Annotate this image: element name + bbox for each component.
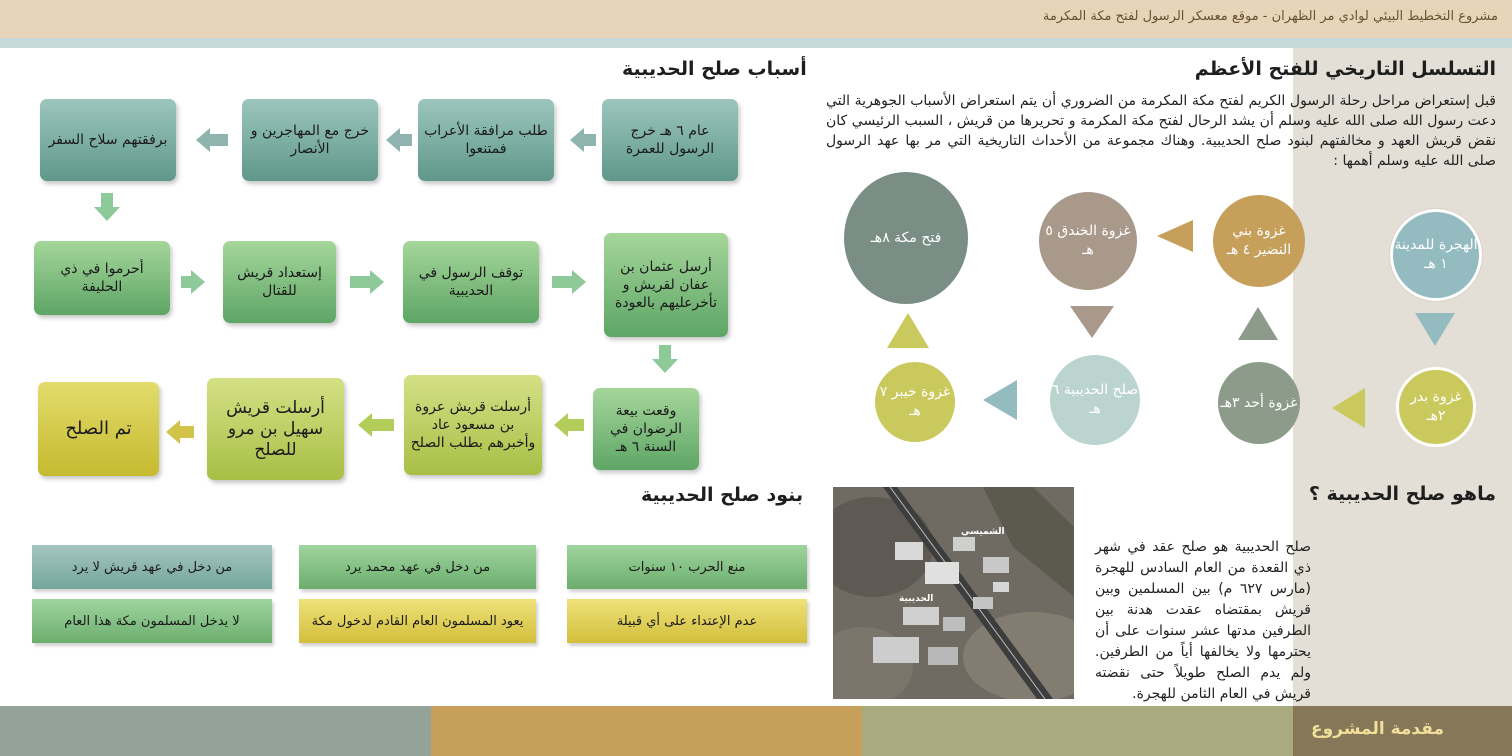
arrow-down-icon: [101, 193, 113, 207]
cause-step-12: تم الصلح: [38, 382, 159, 476]
triangle-up-icon: [887, 313, 929, 348]
event-uhud: غزوة أحد ٣هـ: [1218, 362, 1300, 444]
arrow-left-icon: [400, 134, 412, 146]
term-1: منع الحرب ١٠ سنوات: [567, 545, 807, 589]
arrow-left-icon: [568, 419, 584, 431]
causes-heading: أسباب صلح الحديبية: [622, 58, 807, 80]
cause-step-8: أرسل عثمان بن عفان لقريش و تأخرعليهم بالعودة: [604, 233, 728, 337]
cause-step-2: طلب مرافقة الأعراب فمتنعوا: [418, 99, 554, 181]
arrow-left-icon: [386, 128, 400, 152]
arrow-left-icon: [196, 128, 210, 152]
arrow-right-icon: [350, 276, 370, 288]
cause-step-9: وقعت بيعة الرضوان في السنة ٦ هـ: [593, 388, 699, 470]
event-khaybar: غزوة خيبر ٧ هـ: [875, 362, 955, 442]
photo-label-shumaisi: الشميسي: [961, 527, 1005, 537]
arrow-down-icon: [652, 359, 678, 373]
arrow-left-icon: [570, 128, 584, 152]
about-heading: ماهو صلح الحديبية ؟: [1308, 483, 1496, 505]
term-2: من دخل في عهد محمد يرد: [299, 545, 536, 589]
triangle-down-icon: [1415, 313, 1455, 346]
timeline-heading: التسلسل التاريخي للفتح الأعظم: [1194, 58, 1496, 80]
arrow-down-icon: [94, 207, 120, 221]
event-badr: غزوة بدر ٢هـ: [1396, 367, 1476, 447]
cause-step-10: أرسلت قريش عروة بن مسعود عاد وأخبرهم بطلب الصلح: [404, 375, 542, 475]
footer-segment: [0, 706, 431, 756]
cause-step-11: أرسلت قريش سهيل بن مرو للصلح: [207, 378, 344, 480]
cause-step-1: عام ٦ هـ خرج الرسول للعمرة: [602, 99, 738, 181]
arrow-right-icon: [370, 270, 384, 294]
cause-step-4: برفقتهم سلاح السفر: [40, 99, 176, 181]
arrow-right-icon: [552, 276, 572, 288]
about-text: صلح الحديبية هو صلح عقد في شهر ذي القعدة من العام السادس للهجرة (مارس ٦٢٧ م) بين المسلمين وبين قريش بمقتضاه عقدت هدنة بين الطرفين مدتها عشر سنوات على أن يحترمها ولا يخالفها أياً من الطرفين. ولم يدم الصلح طويلاً حتى نقضته قريش في العام الثامن للهجرة.: [1095, 539, 1311, 702]
arrow-right-icon: [191, 270, 205, 294]
arrow-left-icon: [180, 426, 194, 438]
arrow-left-icon: [584, 134, 596, 146]
footer-segment: [431, 706, 862, 756]
arrow-down-icon: [659, 345, 671, 359]
cause-step-5: أحرموا في ذي الحليفة: [34, 241, 170, 315]
triangle-left-icon: [1332, 388, 1365, 428]
triangle-down-icon: [1070, 306, 1114, 338]
event-hudaybiyyah: صلح الحديبية ٦ هـ: [1050, 355, 1140, 445]
triangle-up-icon: [1238, 307, 1278, 340]
cause-step-3: خرج مع المهاجرين و الأنصار: [242, 99, 378, 181]
aerial-photo-drawing: [833, 487, 1074, 699]
term-6: لا يدخل المسلمون مكة هذا العام: [32, 599, 272, 643]
photo-label-hudaybiyyah: الحديبية: [899, 594, 934, 604]
arrow-left-icon: [166, 420, 180, 444]
terms-heading: بنود صلح الحديبية: [641, 484, 804, 506]
footer-tab-label[interactable]: مقدمة المشروع: [1311, 719, 1444, 739]
arrow-left-icon: [554, 413, 568, 437]
triangle-left-icon: [1157, 220, 1193, 252]
footer-segment: [862, 706, 1293, 756]
arrow-left-icon: [372, 419, 394, 431]
arrow-left-icon: [358, 413, 372, 437]
arrow-left-icon: [210, 134, 228, 146]
cause-step-6: إستعداد قريش للقتال: [223, 241, 336, 323]
term-3: من دخل في عهد قريش لا يرد: [32, 545, 272, 589]
triangle-left-icon: [983, 380, 1017, 420]
event-hijra: الهجرة للمدينة ١ هـ: [1390, 209, 1482, 301]
timeline-intro: قبل إستعراض مراحل رحلة الرسول الكريم لفتح مكة المكرمة من الضروري أن يتم استعراض الأسباب الجوهرية التي دعت رسول الله صلى الله عليه وسلم أن يشد الرحال لفتح مكة المكرمة و تحريرها من قريش ، السبب الرئيسي كان نقض قريش العهد و مخالفتهم لبنود صلح الحديبية. وهناك مجموعة من الأحداث التاريخية التي مر بها عهد الرسول صلى الله عليه وسلم أهمها :: [826, 93, 1496, 169]
term-4: عدم الإعتداء على أي قبيلة: [567, 599, 807, 643]
aerial-photo: [833, 487, 1074, 699]
event-khandaq: غزوة الخندق ٥ هـ: [1039, 192, 1137, 290]
term-5: يعود المسلمون العام القادم لدخول مكة: [299, 599, 536, 643]
header-stripe: [0, 38, 1512, 48]
cause-step-7: توقف الرسول في الحديبية: [403, 241, 539, 323]
page-title: مشروع التخطيط البيئي لوادي مر الظهران - موقع معسكر الرسول لفتح مكة المكرمة: [1042, 9, 1498, 24]
event-nadir: غزوة بني النضير ٤ هـ: [1213, 195, 1305, 287]
event-fath: فتح مكة ٨هـ: [844, 172, 968, 304]
arrow-right-icon: [181, 276, 191, 288]
arrow-right-icon: [572, 270, 586, 294]
